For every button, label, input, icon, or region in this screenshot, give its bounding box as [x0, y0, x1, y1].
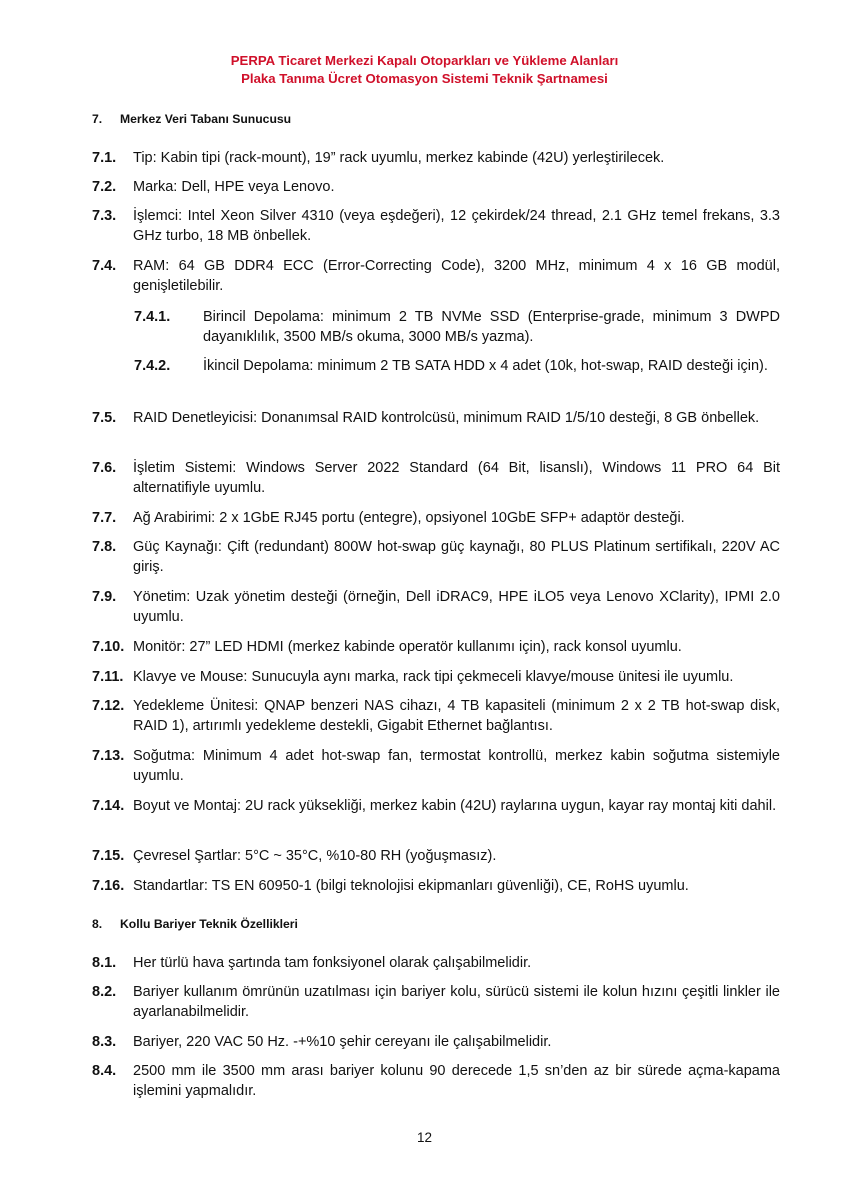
- section-number: 7.: [92, 112, 103, 126]
- item-text: RAID Denetleyicisi: Donanımsal RAID kontrolcüsü, minimum RAID 1/5/10 desteği, 8 GB önbellek.: [133, 410, 760, 426]
- item-text: Tip: Kabin tipi (rack-mount), 19” rack uyumlu, merkez kabinde (42U) yerleştirilecek.: [133, 150, 665, 166]
- header-line-2: Plaka Tanıma Ücret Otomasyon Sistemi Teknik Şartnamesi: [241, 70, 608, 86]
- item-text: Bariyer, 220 VAC 50 Hz. -+%10 şehir cereyanı ile çalışabilmelidir.: [133, 1034, 552, 1050]
- item-number: 7.11.: [92, 669, 124, 685]
- list-item-7-4: [92, 256, 780, 296]
- list-item-7-5: [92, 408, 780, 428]
- header-line-1: PERPA Ticaret Merkezi Kapalı Otoparkları ve Yükleme Alanları: [230, 53, 619, 68]
- section-title-text: Merkez Veri Tabanı Sunucusu: [120, 112, 292, 126]
- item-text: Yönetim: Uzak yönetim desteği (örneğin, Dell iDRAC9, HPE iLO5 veya Lenovo XClarity), IPMI 2.0 uyumlu.: [133, 589, 780, 626]
- list-item-7-8: [92, 537, 780, 577]
- item-number: 7.7.: [92, 510, 117, 526]
- list-item-7-13: [92, 746, 780, 786]
- item-number: 7.6.: [92, 460, 117, 476]
- item-number: 7.16.: [92, 878, 125, 894]
- item-text: Boyut ve Montaj: 2U rack yüksekliği, merkez kabin (42U) raylarına uygun, kayar ray montaj kiti dahil.: [133, 798, 777, 814]
- list-item-7-14: [92, 796, 780, 816]
- list-item-7-7: [92, 508, 780, 528]
- item-number: 7.3.: [92, 208, 117, 224]
- item-text: Standartlar: TS EN 60950-1 (bilgi teknolojisi ekipmanları güvenliği), CE, RoHS uyumlu.: [133, 878, 689, 894]
- list-item-7-4-2: [134, 356, 780, 376]
- item-text: Her türlü hava şartında tam fonksiyonel olarak çalışabilmelidir.: [133, 955, 532, 971]
- list-item-7-12: [92, 696, 780, 736]
- list-item-7-6: [92, 458, 780, 498]
- list-item-7-15: [92, 846, 780, 866]
- list-item-7-1: [92, 148, 780, 168]
- list-item-7-10: [92, 637, 780, 657]
- list-item-8-2: [92, 982, 780, 1022]
- item-text: Ağ Arabirimi: 2 x 1GbE RJ45 portu (entegre), opsiyonel 10GbE SFP+ adaptör desteği.: [133, 510, 685, 526]
- list-item-7-2: [92, 177, 780, 197]
- item-number: 8.1.: [92, 955, 117, 971]
- list-item-7-11: [92, 667, 780, 687]
- list-item-7-4-1: [134, 307, 780, 347]
- item-text: Çevresel Şartlar: 5°C ~ 35°C, %10-80 RH (yoğuşmasız).: [133, 848, 497, 864]
- list-item-7-9: [92, 587, 780, 627]
- item-text: Birincil Depolama: minimum 2 TB NVMe SSD (Enterprise-grade, minimum 3 DWPD dayanıklılık, 3500 MB/s okuma, 3000 MB/s yazma).: [203, 309, 780, 346]
- item-number: 7.4.2.: [134, 358, 171, 374]
- item-number: 7.4.: [92, 258, 117, 274]
- item-number: 7.2.: [92, 179, 117, 195]
- item-number: 7.12.: [92, 698, 125, 714]
- item-number: 8.2.: [92, 984, 117, 1000]
- item-number: 7.13.: [92, 748, 125, 764]
- item-text: İşlemci: Intel Xeon Silver 4310 (veya eşdeğeri), 12 çekirdek/24 thread, 2.1 GHz temel frekans, 3.3 GHz turbo, 18 MB önbellek.: [133, 208, 780, 245]
- section-title-text: Kollu Bariyer Teknik Özellikleri: [120, 917, 298, 931]
- document-header: [0, 52, 849, 87]
- item-text: 2500 mm ile 3500 mm arası bariyer kolunu 90 derecede 1,5 sn’den az bir sürede açma-kapama işlemini yapmalıdır.: [133, 1063, 780, 1100]
- item-text: Soğutma: Minimum 4 adet hot-swap fan, termostat kontrollü, merkez kabin soğutma sistemiyle uyumlu.: [133, 748, 780, 785]
- page-number: 12: [416, 1130, 433, 1145]
- item-number: 7.8.: [92, 539, 117, 555]
- item-number: 7.14.: [92, 798, 125, 814]
- list-item-7-16: [92, 876, 780, 896]
- list-item-8-3: [92, 1032, 780, 1052]
- item-text: İşletim Sistemi: Windows Server 2022 Standard (64 Bit, lisanslı), Windows 11 PRO 64 Bit alternatifiyle uyumlu.: [133, 460, 780, 497]
- item-text: Güç Kaynağı: Çift (redundant) 800W hot-swap güç kaynağı, 80 PLUS Platinum sertifikalı, 220V AC giriş.: [133, 539, 780, 576]
- item-text: Marka: Dell, HPE veya Lenovo.: [133, 179, 335, 195]
- item-number: 7.15.: [92, 848, 125, 864]
- item-text: Klavye ve Mouse: Sunucuyla aynı marka, rack tipi çekmeceli klavye/mouse ünitesi ile uyumlu.: [133, 669, 734, 685]
- item-text: Monitör: 27” LED HDMI (merkez kabinde operatör kullanımı için), rack konsol uyumlu.: [133, 639, 682, 655]
- item-text: RAM: 64 GB DDR4 ECC (Error-Correcting Code), 3200 MHz, minimum 4 x 16 GB modül, genişletilebilir.: [133, 258, 780, 295]
- item-text: Yedekleme Ünitesi: QNAP benzeri NAS cihazı, 4 TB kapasiteli (minimum 2 x 2 TB hot-swap disk, RAID 1), artırımlı yedekleme destekli, Gigabit Ethernet bağlantısı.: [133, 698, 780, 735]
- section-8-title: [92, 917, 298, 931]
- list-item-7-3: [92, 206, 780, 246]
- item-text: İkincil Depolama: minimum 2 TB SATA HDD x 4 adet (10k, hot-swap, RAID desteği için).: [203, 358, 768, 374]
- item-number: 7.4.1.: [134, 309, 171, 325]
- list-item-8-4: [92, 1061, 780, 1101]
- item-number: 8.3.: [92, 1034, 117, 1050]
- item-number: 7.1.: [92, 150, 117, 166]
- item-text: Bariyer kullanım ömrünün uzatılması için bariyer kolu, sürücü sistemi ile kolun hızını çeşitli linkler ile ayarlanabilmelidir.: [133, 984, 780, 1021]
- item-number: 7.10.: [92, 639, 125, 655]
- item-number: 8.4.: [92, 1063, 117, 1079]
- item-number: 7.9.: [92, 589, 117, 605]
- item-number: 7.5.: [92, 410, 117, 426]
- section-7-title: [92, 112, 291, 126]
- section-number: 8.: [92, 917, 103, 931]
- list-item-8-1: [92, 953, 780, 973]
